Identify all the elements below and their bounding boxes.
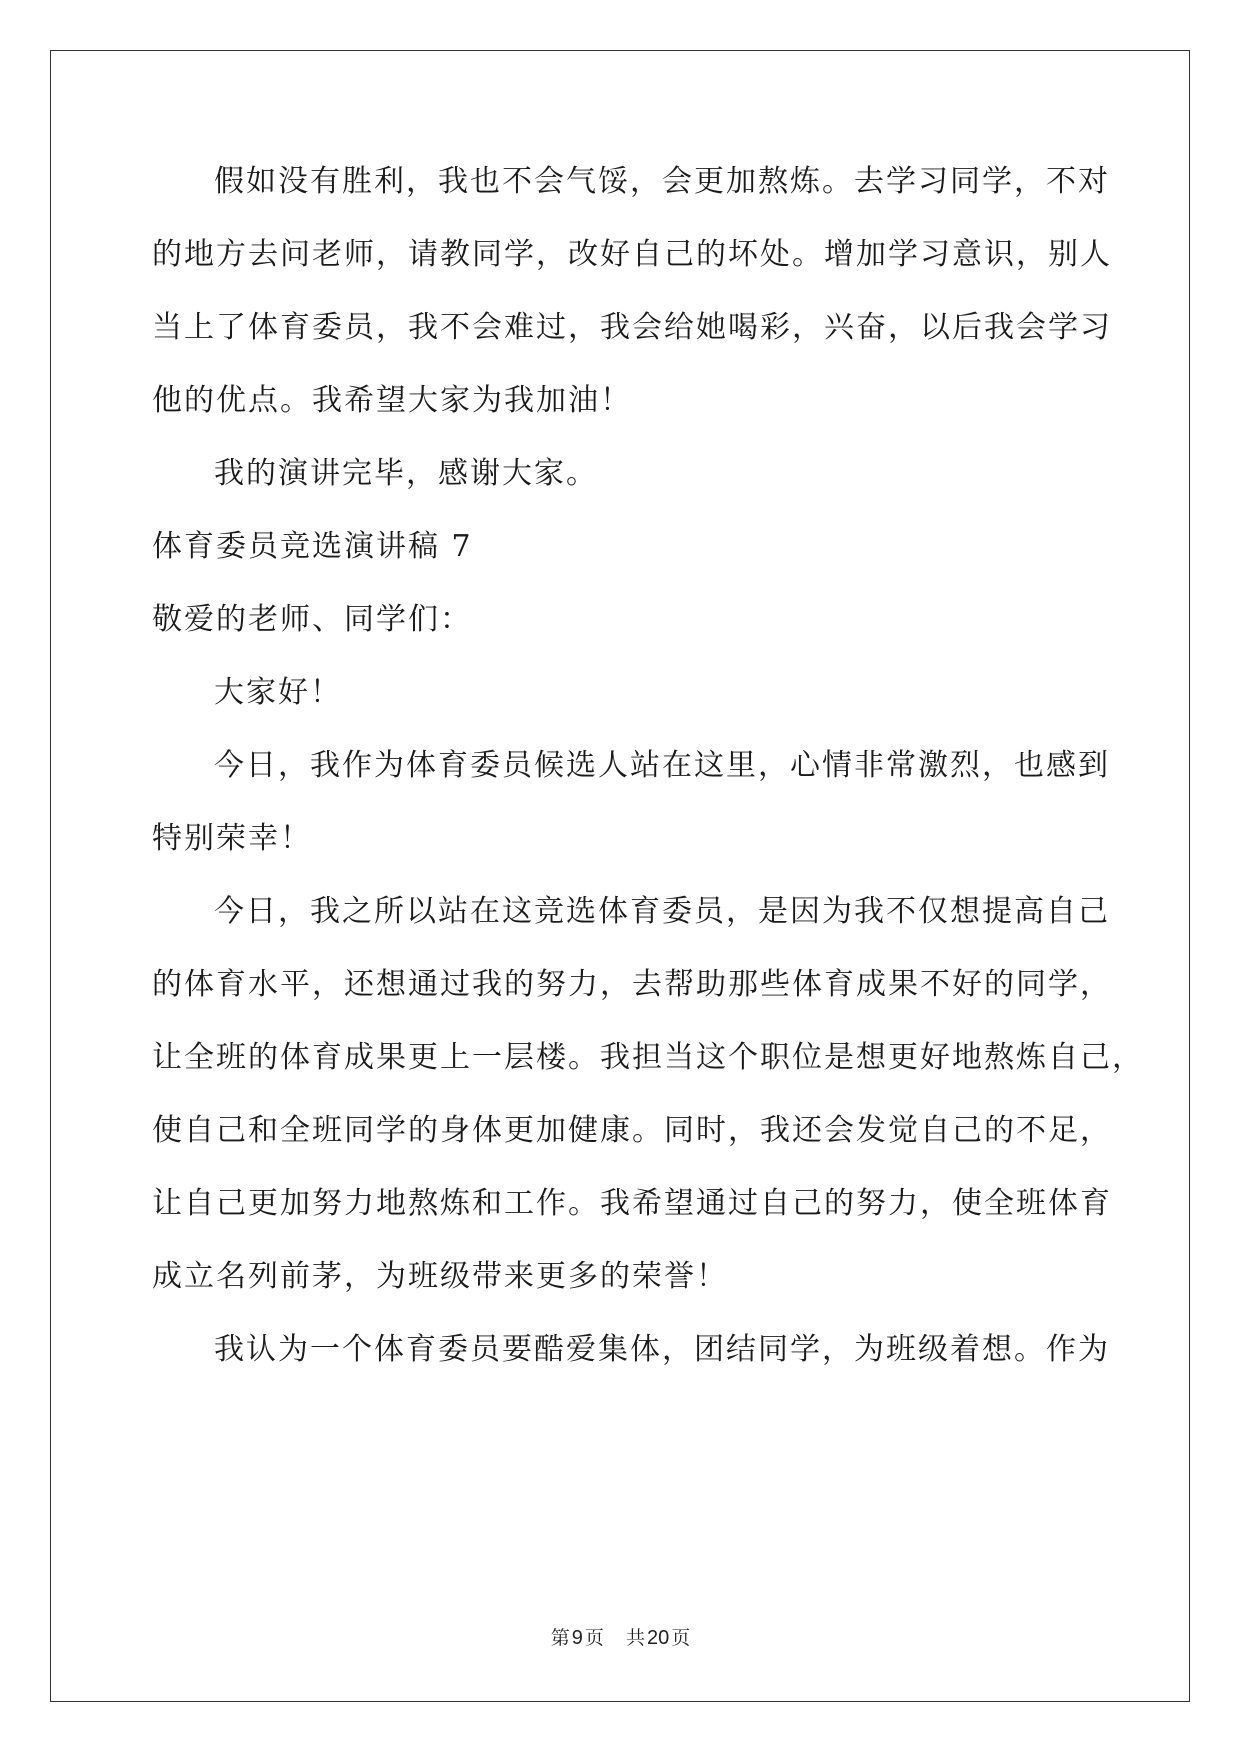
page-frame — [50, 50, 1190, 1702]
paragraph-line: 的地方去问老师，请教同学，改好自己的坏处。增加学习意识，别人 — [152, 237, 1112, 272]
paragraph-line: 他的优点。我希望大家为我加油！ — [152, 383, 632, 418]
total-suffix: 页 — [671, 1627, 691, 1649]
greeting: 大家好！ — [214, 675, 342, 710]
page-suffix: 页 — [584, 1627, 604, 1649]
paragraph-line: 让全班的体育成果更上一层楼。我担当这个职位是想更好地熬炼自己， — [152, 1040, 1144, 1075]
paragraph-line: 假如没有胜利，我也不会气馁，会更加熬炼。去学习同学，不对 — [214, 164, 1110, 199]
page-prefix: 第 — [550, 1627, 570, 1649]
paragraph-line: 我认为一个体育委员要酷爱集体，团结同学，为班级着想。作为 — [214, 1332, 1110, 1367]
paragraph-line: 今日，我作为体育委员候选人站在这里，心情非常激烈，也感到 — [214, 748, 1110, 783]
paragraph-line: 让自己更加努力地熬炼和工作。我希望通过自己的努力，使全班体育 — [152, 1186, 1112, 1221]
total-prefix: 共 — [625, 1627, 645, 1649]
paragraph-line: 成立名列前茅，为班级带来更多的荣誉！ — [152, 1259, 728, 1294]
total-pages: 20 — [646, 1627, 670, 1649]
paragraph-line: 我的演讲完毕，感谢大家。 — [214, 456, 598, 491]
paragraph-line: 使自己和全班同学的身体更加健康。同时，我还会发觉自己的不足， — [152, 1113, 1112, 1148]
section-heading: 体育委员竞选演讲稿 7 — [152, 529, 473, 564]
page-footer — [0, 1623, 1241, 1650]
paragraph-line: 特别荣幸！ — [152, 821, 312, 856]
paragraph-line: 今日，我之所以站在这竞选体育委员，是因为我不仅想提高自己 — [214, 894, 1110, 929]
paragraph-line: 的体育水平，还想通过我的努力，去帮助那些体育成果不好的同学， — [152, 967, 1112, 1002]
paragraph-line: 当上了体育委员，我不会难过，我会给她喝彩，兴奋，以后我会学习 — [152, 310, 1112, 345]
salutation: 敬爱的老师、同学们： — [152, 602, 472, 637]
page-number: 9 — [571, 1627, 583, 1649]
